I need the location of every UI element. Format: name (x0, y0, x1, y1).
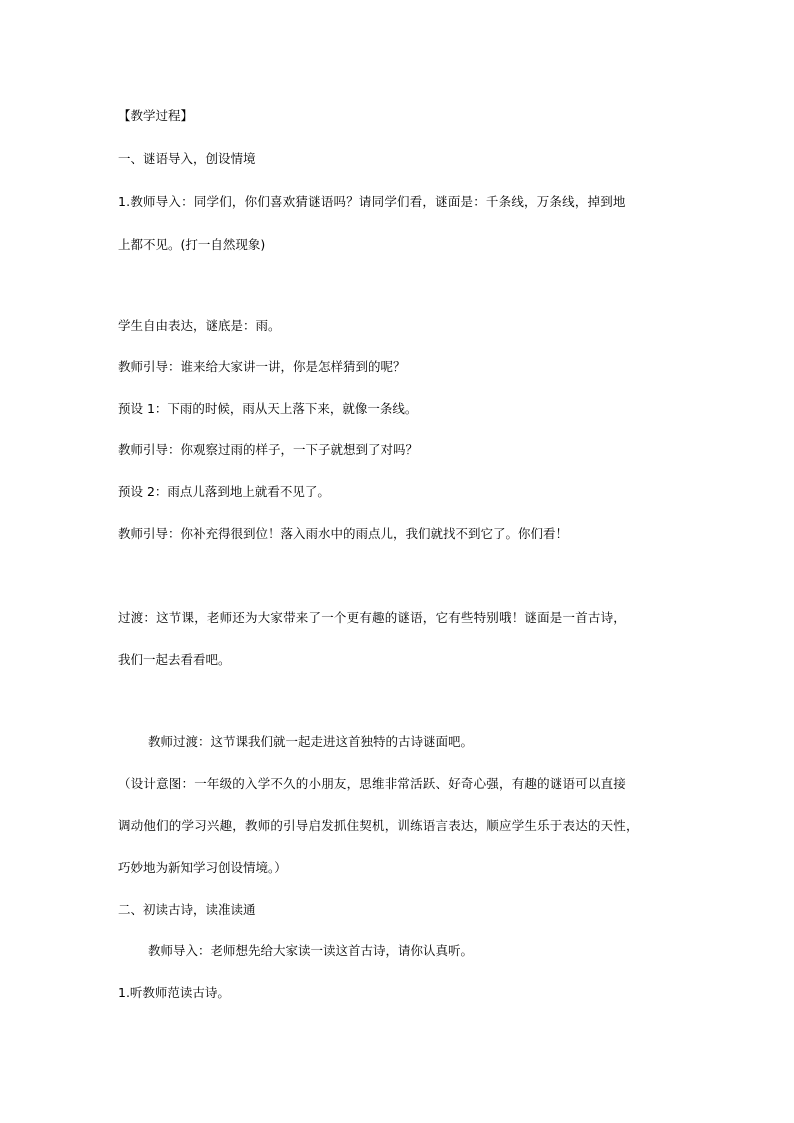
paragraph-design-intent-cont-1: 调动他们的学习兴趣，教师的引导启发抓住契机，训练语言表达，顺应学生乐于表达的天性， (118, 818, 639, 833)
paragraph-teacher-transition: 教师过渡：这节课我们就一起走进这首独特的古诗谜面吧。 (148, 734, 474, 749)
paragraph-teacher-intro-cont: 上都不见。(打一自然现象) (118, 237, 266, 252)
paragraph-transition: 过渡：这节课，老师还为大家带来了一个更有趣的谜语，它有些特别哦！谜面是一首古诗， (118, 610, 627, 625)
paragraph-preset-1: 预设 1：下雨的时候，雨从天上落下来，就像一条线。 (118, 401, 418, 416)
paragraph-teacher-intro: 1.教师导入：同学们，你们喜欢猜谜语吗？请同学们看，谜面是：千条线，万条线，掉到地 (118, 194, 626, 209)
paragraph-teacher-reading-intro: 教师导入：老师想先给大家读一读这首古诗，请你认真听。 (148, 943, 474, 958)
section-heading-teaching-process: 【教学过程】 (118, 108, 194, 123)
paragraph-student-answer: 学生自由表达，谜底是：雨。 (118, 318, 281, 333)
paragraph-preset-2: 预设 2：雨点儿落到地上就看不见了。 (118, 484, 330, 499)
paragraph-transition-cont: 我们一起去看看吧。 (118, 652, 231, 667)
paragraph-teacher-guide-2: 教师引导：你观察过雨的样子，一下子就想到了对吗？ (118, 442, 419, 457)
paragraph-design-intent: （设计意图：一年级的入学不久的小朋友，思维非常活跃、好奇心强，有趣的谜语可以直接 (118, 776, 627, 791)
paragraph-design-intent-cont-2: 巧妙地为新知学习创设情境。） (118, 860, 287, 875)
paragraph-teacher-guide-3: 教师引导：你补充得很到位！落入雨水中的雨点儿，我们就找不到它了。你们看！ (118, 526, 569, 541)
section-heading-riddle-intro: 一、谜语导入，创设情境 (118, 151, 256, 166)
section-heading-first-reading: 二、初读古诗，读准读通 (118, 902, 256, 917)
paragraph-listen-teacher-reading: 1.听教师范读古诗。 (118, 985, 230, 1000)
paragraph-teacher-guide-1: 教师引导：谁来给大家讲一讲，你是怎样猜到的呢？ (118, 359, 406, 374)
